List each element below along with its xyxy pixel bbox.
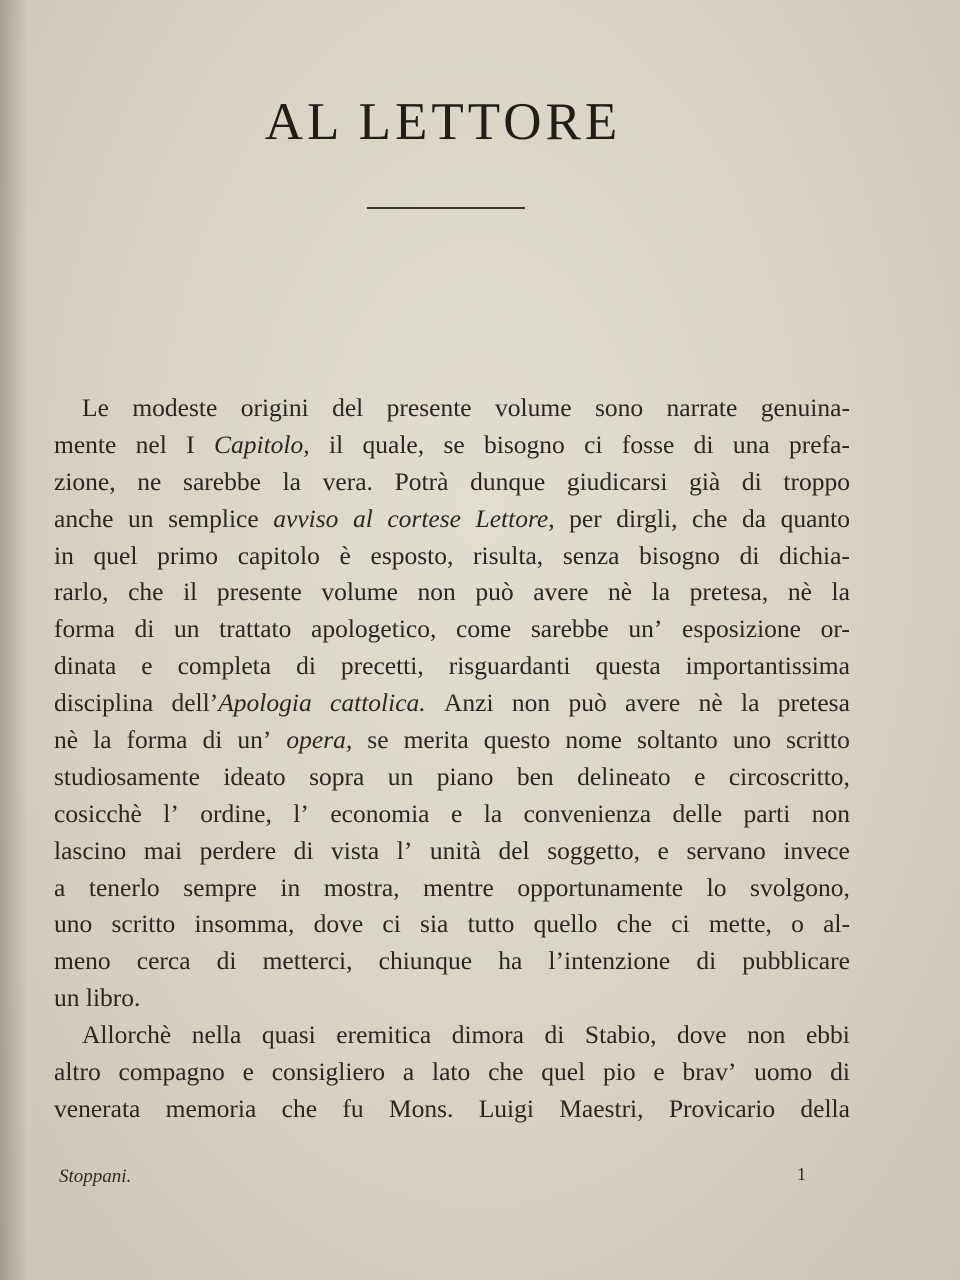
page-edge-shadow bbox=[0, 0, 28, 1280]
text-line: disciplina dell’Apologia cattolica. Anzi non può avere nè la pretesa bbox=[54, 688, 850, 718]
text-line: rarlo, che il presente volume non può avere nè la pretesa, nè la bbox=[54, 577, 850, 607]
text-line: lascino mai perdere di vista l’ unità del soggetto, e servano invece bbox=[54, 835, 850, 865]
text-line: uno scritto insomma, dove ci sia tutto quello che ci mette, o al- bbox=[54, 909, 850, 939]
page-title: AL LETTORE bbox=[264, 93, 622, 151]
text-line: zione, ne sarebbe la vera. Potrà dunque giudicarsi già di troppo bbox=[54, 466, 850, 496]
body-text bbox=[54, 390, 850, 1128]
text-line: studiosamente ideato sopra un piano ben delineato e circoscritto, bbox=[54, 761, 850, 791]
text-line: un libro. bbox=[54, 983, 141, 1013]
text-line: in quel primo capitolo è esposto, risulta, senza bisogno di dichia- bbox=[54, 540, 850, 570]
text-line: Le modeste origini del presente volume sono narrate genuina- bbox=[82, 393, 850, 422]
title-divider bbox=[367, 207, 525, 209]
footer-author: Stoppani. bbox=[59, 1166, 132, 1187]
footer-signature-mark: 1 bbox=[797, 1164, 806, 1184]
text-line: venerata memoria che fu Mons. Luigi Maestri, Provicario della bbox=[54, 1093, 850, 1123]
text-line: mente nel I Capitolo, il quale, se bisogno ci fosse di una prefa- bbox=[54, 429, 850, 459]
text-line: dinata e completa di precetti, risguardanti questa importantissima bbox=[54, 651, 850, 681]
text-line: cosicchè l’ ordine, l’ economia e la convenienza delle parti non bbox=[54, 798, 850, 828]
text-line: altro compagno e consigliero a lato che quel pio e brav’ uomo di bbox=[54, 1057, 850, 1087]
text-line: Allorchè nella quasi eremitica dimora di Stabio, dove non ebbi bbox=[82, 1020, 850, 1050]
text-line: anche un semplice avviso al cortese Lettore, per dirgli, che da quanto bbox=[54, 503, 850, 533]
text-line: a tenerlo sempre in mostra, mentre opportunamente lo svolgono, bbox=[54, 872, 850, 902]
text-line: forma di un trattato apologetico, come sarebbe un’ esposizione or- bbox=[54, 614, 850, 644]
text-line: meno cerca di metterci, chiunque ha l’intenzione di pubblicare bbox=[54, 946, 850, 976]
text-line: nè la forma di un’ opera, se merita questo nome soltanto uno scritto bbox=[54, 725, 850, 755]
